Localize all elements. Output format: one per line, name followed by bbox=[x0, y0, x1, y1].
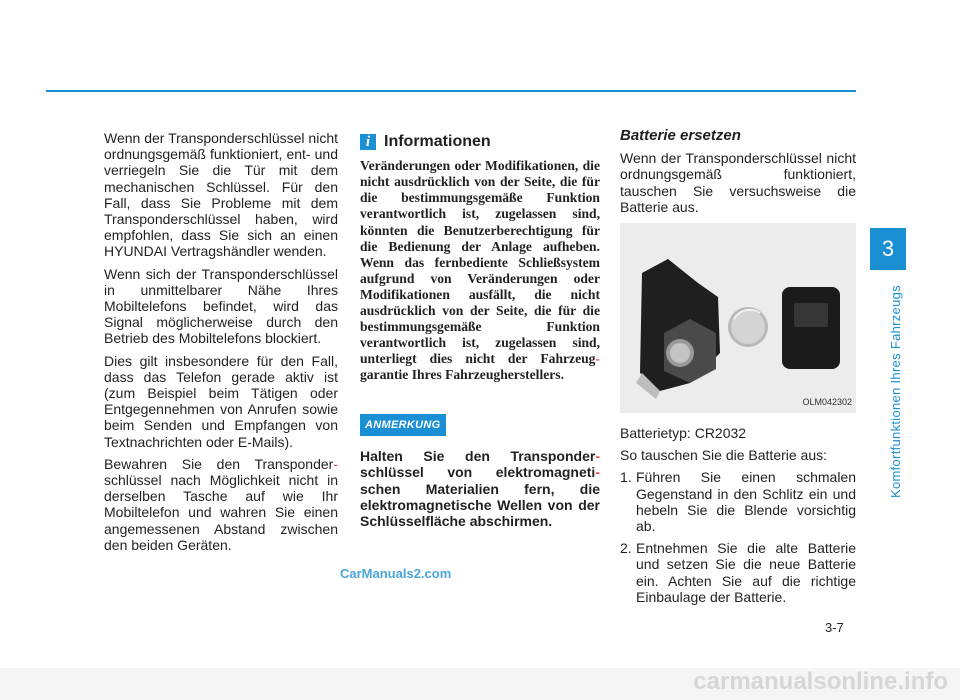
page-number: 3-7 bbox=[825, 620, 844, 635]
paragraph: Dies gilt insbesondere für den Fall, dass das Telefon gerade aktiv ist (zum Beispiel beim Tätigen oder Entgegennehmen von Anrufen sowie beim Senden und Empfangen von Textnachrichten oder E-Mails). bbox=[104, 352, 338, 450]
footer-watermark: carmanualsonline.info bbox=[693, 668, 948, 695]
info-header bbox=[360, 134, 600, 150]
chapter-tab: 3 bbox=[870, 228, 906, 270]
paragraph: Bewahren Sie den Transponder- schlüssel nach Möglichkeit nicht in derselben Tasche auf wie Ihr Mobiltelefon und wahren Sie einen angemessenen Abstand zwischen den beiden Geräten. bbox=[104, 455, 338, 553]
list-item: 2. Entnehmen Sie die alte Batterie und setzen Sie die neue Batterie ein. Achten Sie auf die richtige Einbaulage der Batterie. bbox=[620, 540, 856, 605]
top-rule bbox=[46, 90, 856, 92]
watermark-link[interactable]: CarManuals2.com bbox=[340, 566, 452, 581]
anmerkung-badge: ANMERKUNG bbox=[360, 414, 446, 436]
column-right bbox=[620, 128, 856, 611]
battery-intro: Wenn der Transponderschlüssel nicht ordnungsgemäß funktioniert, tauschen Sie versuchsweise die Batterie aus. bbox=[620, 150, 856, 215]
battery-title: Batterie ersetzen bbox=[620, 127, 741, 144]
key-battery-illustration bbox=[620, 223, 856, 413]
info-icon: i bbox=[360, 134, 376, 150]
battery-type: Batterietyp: CR2032 bbox=[620, 425, 747, 442]
chapter-label: Komfortfunktionen Ihres Fahrzeugs bbox=[888, 285, 903, 498]
info-title: Informationen bbox=[384, 133, 491, 150]
key-battery-photo bbox=[620, 223, 856, 413]
steps-intro: So tauschen Sie die Batterie aus: bbox=[620, 447, 828, 464]
list-item: 1. Führen Sie einen schmalen Gegenstand in den Schlitz ein und hebeln Sie die Blende vorsichtig ab. bbox=[620, 469, 856, 535]
anmerkung-text: Halten Sie den Transponder- schlüssel von elektromagneti- schen Materialien fern, die elektromagnetische Wellen von der Schlüsselfläche abschirmen. bbox=[360, 447, 600, 530]
column-middle bbox=[360, 134, 600, 530]
paragraph: Wenn sich der Transponderschlüssel in unmittelbarer Nähe Ihres Mobiltelefons befindet, wird das Signal möglicherweise durch den Betrieb des Mobiltelefons blockiert. bbox=[104, 265, 338, 347]
info-text: Veränderungen oder Modifikationen, die nicht ausdrücklich von der Seite, die für die bestimmungsgemäße Funktion verantwortlich ist, zugelassen sind, könnten die Benutzerberechtigung für die Bedienung der Anlage aufheben. Wenn das fernbediente Schließsystem aufgrund von Veränderungen oder Modifikationen ausfällt, die nicht ausdrücklich von der Seite, die für die bestimmungsgemäße Funktion verantwortlich ist, zugelassen sind, unterliegt dies nicht der Fahrzeug- garantie Ihres Fahrzeugherstellers. bbox=[360, 158, 600, 383]
column-left bbox=[104, 130, 338, 559]
image-code: OLM042302 bbox=[802, 396, 852, 407]
paragraph: Wenn der Transponderschlüssel nicht ordnungsgemäß funktioniert, ent- und verriegeln Sie die Tür mit dem mechanischen Schlüssel. Für den Fall, dass Sie Probleme mit dem Transponderschlüssel haben, wird empfohlen, dass Sie sich an einen HYUNDAI Vertragshändler wenden. bbox=[104, 130, 338, 260]
steps-list bbox=[620, 469, 856, 605]
